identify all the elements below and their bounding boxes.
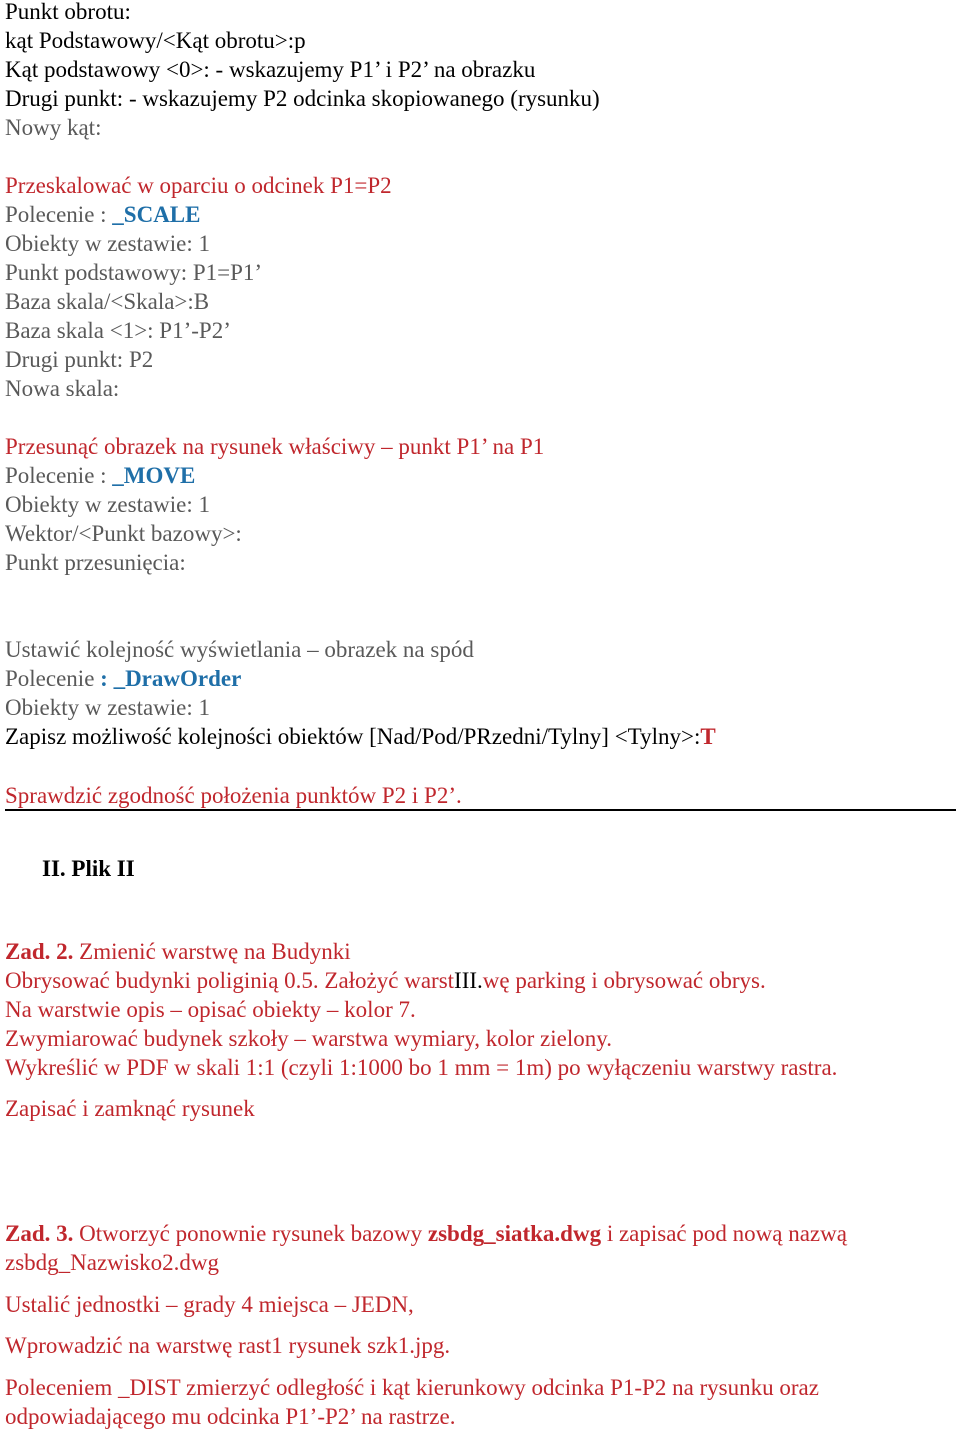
draworder-line-1: Obiekty w zestawie: 1 bbox=[5, 695, 211, 720]
zad2-line-1-b: III. bbox=[454, 968, 483, 993]
command-prefix: Polecenie : bbox=[5, 202, 113, 227]
zad3-line-5: Poleceniem _DIST zmierzyć odległość i kąt kierunkowy odcinka P1-P2 na rysunku oraz bbox=[5, 1375, 819, 1400]
scale-line-5: Drugi punkt: P2 bbox=[5, 347, 154, 372]
zad2-line-1-a: Obrysować budynki poliginią 0.5. Założyć warst bbox=[5, 968, 455, 993]
file-name: zsbdg_siatka.dwg bbox=[427, 1221, 602, 1246]
task-label: Zad. 2. bbox=[5, 939, 74, 964]
zad2-line-4: Wykreślić w PDF w skali 1:1 (czyli 1:1000 bo 1 mm = 1m) po wyłączeniu warstwy rastra. bbox=[5, 1055, 838, 1080]
command-prefix: Polecenie bbox=[5, 666, 101, 691]
rotate-line-2: kąt Podstawowy/<Kąt obrotu>:p bbox=[5, 28, 306, 53]
zad2-title bbox=[5, 937, 351, 966]
zad2-line-1 bbox=[5, 966, 766, 995]
prompt-text: Zapisz możliwość kolejności obiektów [Nad/Pod/PRzedni/Tylny] <Tylny>: bbox=[5, 724, 701, 749]
rotate-line-1: Punkt obrotu: bbox=[5, 0, 131, 24]
move-line-3: Punkt przesunięcia: bbox=[5, 550, 186, 575]
zad3-title-text-1: Otworzyć ponownie rysunek bazowy bbox=[73, 1221, 428, 1246]
scale-line-3: Baza skala/<Skala>:B bbox=[5, 289, 210, 314]
move-title: Przesunąć obrazek na rysunek właściwy – punkt P1’ na P1 bbox=[5, 434, 545, 459]
scale-line-2: Punkt podstawowy: P1=P1’ bbox=[5, 260, 263, 285]
zad2-line-5: Zapisać i zamknąć rysunek bbox=[5, 1096, 255, 1121]
scale-line-1: Obiekty w zestawie: 1 bbox=[5, 231, 211, 256]
rotate-line-4: Drugi punkt: - wskazujemy P2 odcinka skopiowanego (rysunku) bbox=[5, 86, 600, 111]
scale-line-4: Baza skala <1>: P1’-P2’ bbox=[5, 318, 231, 343]
zad2-line-1-c: wę parking i obrysować obrys. bbox=[482, 968, 766, 993]
scale-line-6: Nowa skala: bbox=[5, 376, 120, 401]
horizontal-rule bbox=[5, 809, 956, 811]
command-prefix: Polecenie : bbox=[5, 463, 113, 488]
move-line-2: Wektor/<Punkt bazowy>: bbox=[5, 521, 242, 546]
check-line: Sprawdzić zgodność położenia punktów P2 i P2’. bbox=[5, 783, 462, 808]
move-command bbox=[5, 461, 195, 490]
scale-title: Przeskalować w oparciu o odcinek P1=P2 bbox=[5, 173, 392, 198]
draworder-command bbox=[5, 664, 241, 693]
zad3-title-text-2: i zapisać pod nową nazwą bbox=[601, 1221, 847, 1246]
rotate-line-3: Kąt podstawowy <0>: - wskazujemy P1’ i P2’ na obrazku bbox=[5, 57, 536, 82]
zad3-line-4: Wprowadzić na warstwę rast1 rysunek szk1.jpg. bbox=[5, 1333, 451, 1358]
move-line-1: Obiekty w zestawie: 1 bbox=[5, 492, 211, 517]
section-heading: II. Plik II bbox=[42, 856, 135, 881]
draworder-line-2 bbox=[5, 722, 716, 751]
prompt-answer: T bbox=[700, 724, 716, 749]
zad2-line-2: Na warstwie opis – opisać obiekty – kolor 7. bbox=[5, 997, 416, 1022]
command-name: _SCALE bbox=[112, 202, 201, 227]
command-name: _MOVE bbox=[112, 463, 196, 488]
zad3-line-6: odpowiadającego mu odcinka P1’-P2’ na rastrze. bbox=[5, 1404, 456, 1429]
zad2-line-3: Zwymiarować budynek szkoły – warstwa wymiary, kolor zielony. bbox=[5, 1026, 612, 1051]
draworder-title: Ustawić kolejność wyświetlania – obrazek na spód bbox=[5, 637, 474, 662]
zad3-line-3: Ustalić jednostki – grady 4 miejsca – JEDN, bbox=[5, 1292, 414, 1317]
zad3-title bbox=[5, 1219, 847, 1248]
command-name: : _DrawOrder bbox=[100, 666, 242, 691]
scale-command bbox=[5, 200, 201, 229]
task-title: Zmienić warstwę na Budynki bbox=[73, 939, 351, 964]
zad3-line-2: zsbdg_Nazwisko2.dwg bbox=[5, 1250, 219, 1275]
task-label: Zad. 3. bbox=[5, 1221, 74, 1246]
rotate-line-5: Nowy kąt: bbox=[5, 115, 102, 140]
